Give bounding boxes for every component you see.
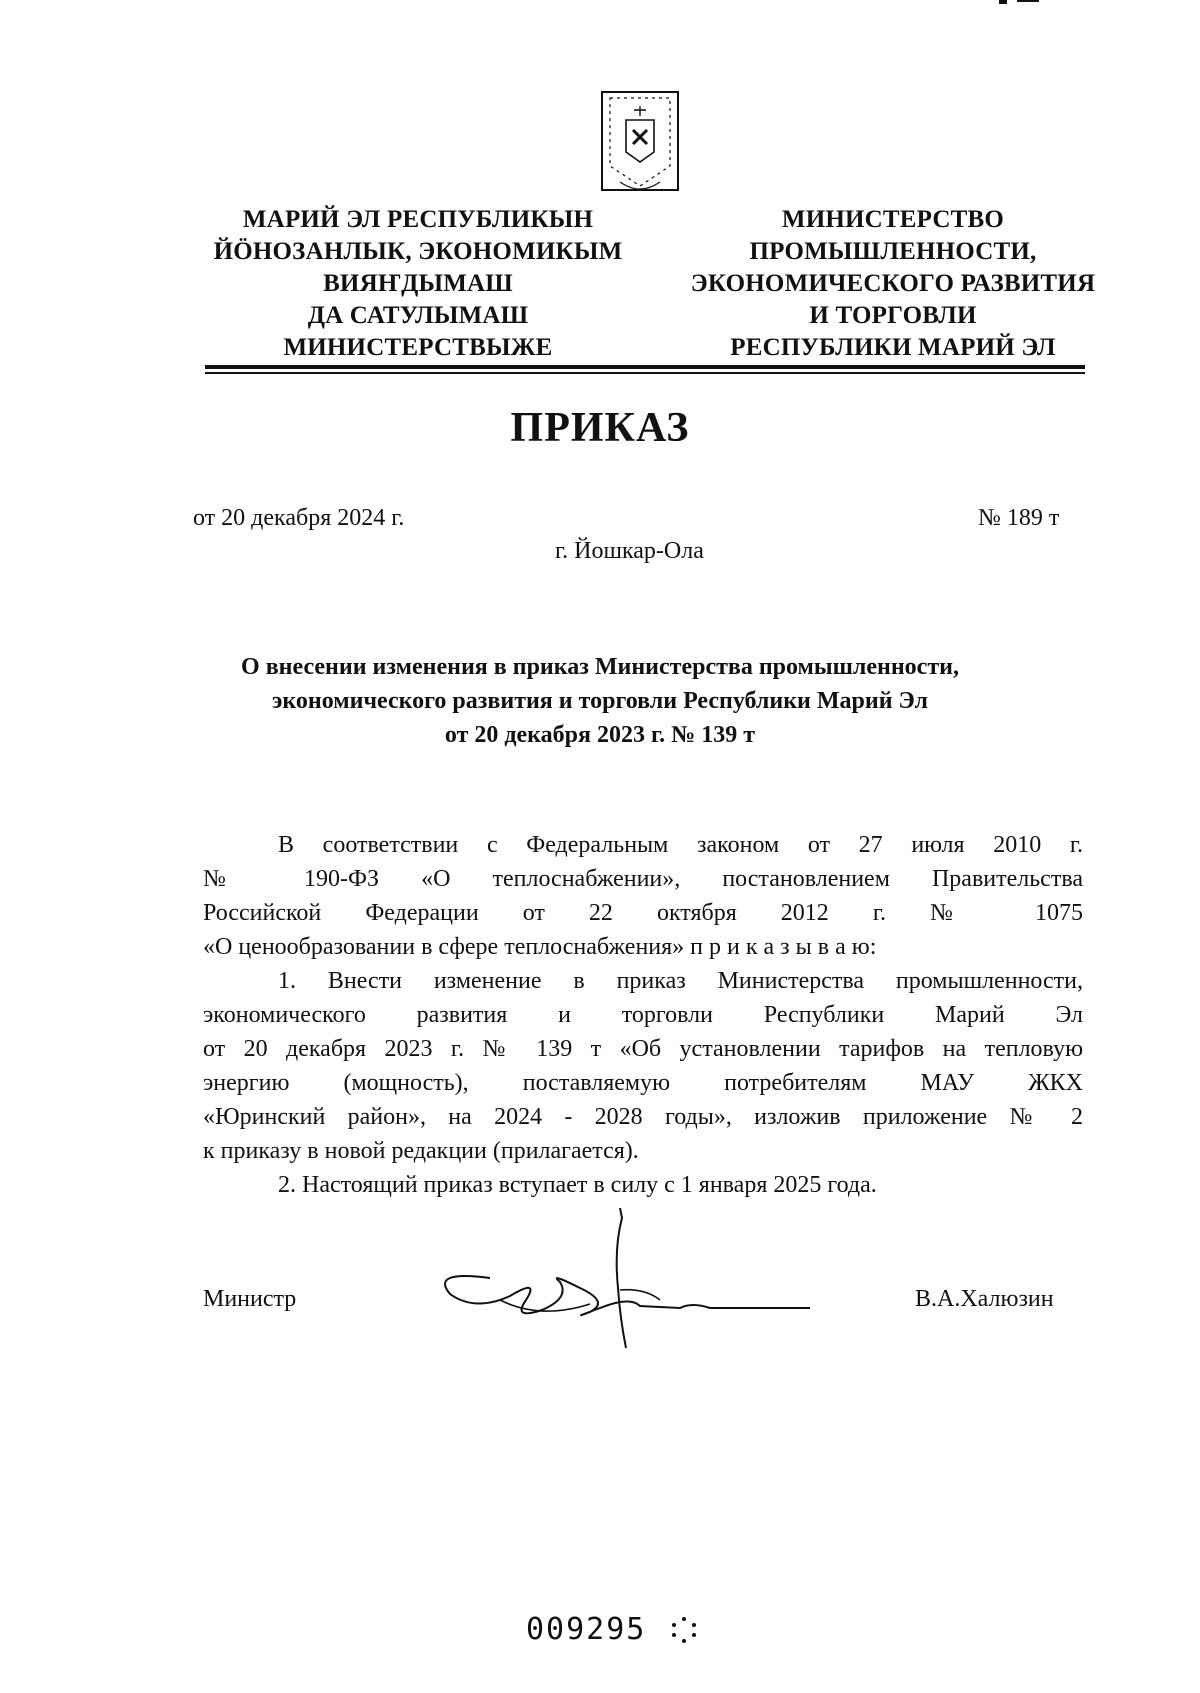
body-line: 1. Внести изменение в приказ Министерства промышленности,	[278, 968, 1083, 994]
body-line: В соответствии с Федеральным законом от 27 июля 2010 г.	[278, 832, 1083, 858]
order-number: № 189 т	[978, 505, 1060, 531]
document-title: ПРИКАЗ	[510, 405, 690, 451]
body-line: «Юринский район», на 2024 - 2028 годы», изложив приложение № 2	[203, 1104, 1083, 1130]
serial-number: 009295	[526, 1612, 647, 1647]
subject-line: экономического развития и торговли Республики Марий Эл	[272, 688, 928, 714]
scan-corner-mark	[995, 0, 1065, 8]
header-mari-line: ВИЯҤДЫМАШ	[323, 270, 513, 297]
header-russian-line: ЭКОНОМИЧЕСКОГО РАЗВИТИЯ	[690, 270, 1096, 297]
body-line: от 20 декабря 2023 г. № 139 т «Об установлении тарифов на тепловую	[203, 1036, 1083, 1062]
signer-title: Министр	[203, 1286, 297, 1312]
header-ministry-mari	[183, 204, 653, 364]
handwritten-signature	[430, 1208, 890, 1358]
header-divider-thick	[205, 365, 1085, 369]
header-ministry-russian	[658, 204, 1128, 364]
body-line: «О ценообразовании в сфере теплоснабжения» п р и к а з ы в а ю:	[203, 934, 877, 960]
order-city: г. Йошкар-Ола	[555, 538, 704, 564]
header-divider-thin	[205, 372, 1085, 374]
header-mari-line: МАРИЙ ЭЛ РЕСПУБЛИКЫН	[242, 206, 594, 233]
header-mari-line: МИНИСТЕРСТВЫЖЕ	[283, 334, 553, 361]
body-line: к приказу в новой редакции (прилагается).	[203, 1138, 639, 1164]
header-russian-line: ПРОМЫШЛЕННОСТИ,	[749, 238, 1037, 265]
header-russian-line: И ТОРГОВЛИ	[809, 302, 977, 329]
subject-line: от 20 декабря 2023 г. № 139 т	[444, 722, 756, 748]
subject-line: О внесении изменения в приказ Министерства промышленности,	[241, 654, 959, 680]
header-russian-line: МИНИСТЕРСТВО	[781, 206, 1005, 233]
stamp-dots-mark	[668, 1614, 700, 1646]
header-mari-line: ЙÖНОЗАНЛЫК, ЭКОНОМИКЫМ	[213, 238, 623, 265]
body-line: экономического развития и торговли Республики Марий Эл	[203, 1002, 1083, 1028]
body-line: 2. Настоящий приказ вступает в силу с 1 января 2025 года.	[278, 1172, 877, 1198]
order-subject	[150, 650, 1050, 752]
header-russian-line: РЕСПУБЛИКИ МАРИЙ ЭЛ	[730, 334, 1056, 361]
signer-name: В.А.Халюзин	[915, 1286, 1054, 1312]
body-line: № 190-ФЗ «О теплоснабжении», постановлением Правительства	[203, 866, 1083, 892]
body-line: энергию (мощность), поставляемую потребителям МАУ ЖКХ	[203, 1070, 1083, 1096]
coat-of-arms-emblem	[600, 86, 680, 198]
order-body	[203, 828, 1083, 1202]
order-date: от 20 декабря 2024 г.	[193, 505, 405, 531]
header-mari-line: ДА САТУЛЫМАШ	[307, 302, 529, 329]
body-line: Российской Федерации от 22 октября 2012 г. № 1075	[203, 900, 1083, 926]
